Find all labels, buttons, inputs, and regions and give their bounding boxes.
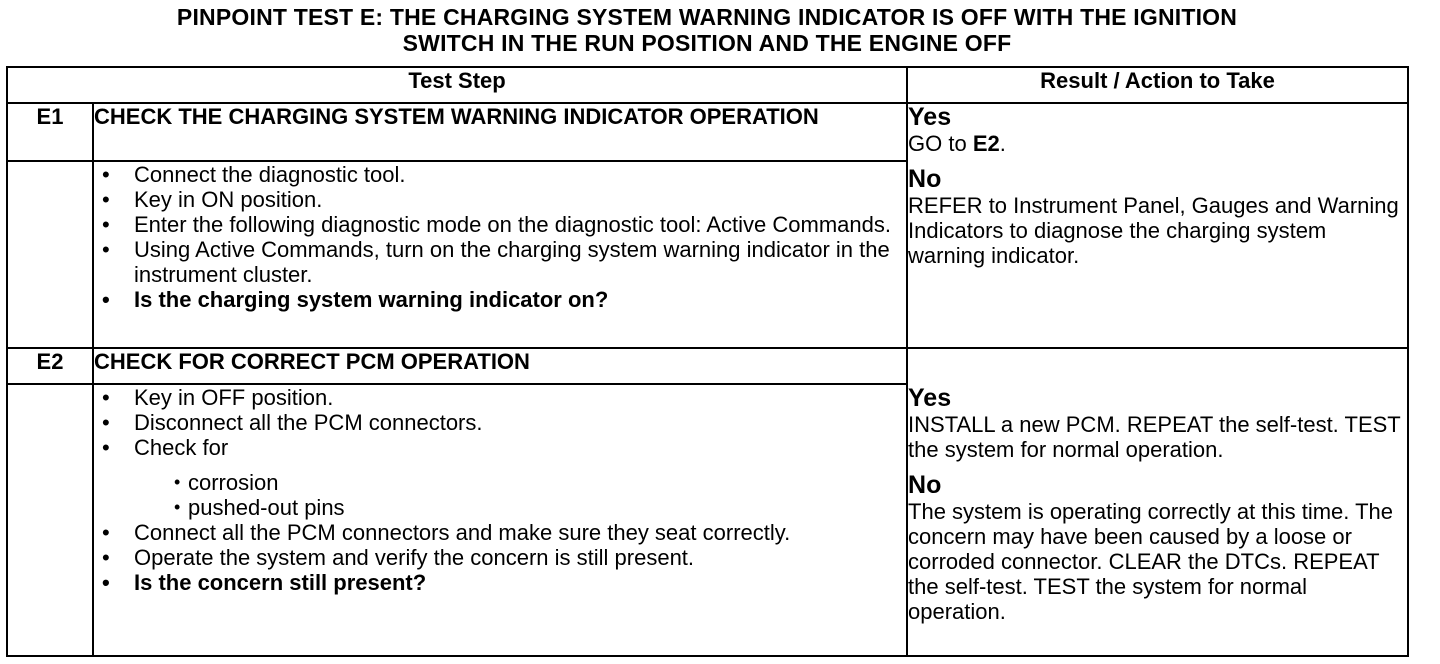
step-e2-id: E2 — [7, 348, 93, 384]
list-item: • Connect the diagnostic tool. — [102, 162, 406, 187]
step-e1-result — [907, 103, 1408, 348]
step-e2-heading-row — [7, 348, 1408, 384]
result-header: Result / Action to Take — [907, 67, 1408, 103]
title-line-1: PINPOINT TEST E: THE CHARGING SYSTEM WARNING INDICATOR IS OFF WITH THE IGNITION — [176, 4, 1238, 30]
step-e1-id: E1 — [7, 103, 93, 161]
step-e1-instructions — [93, 161, 907, 348]
pinpoint-test-table — [6, 66, 1409, 657]
list-item-question: • Is the charging system warning indicator on? — [102, 287, 609, 312]
list-item: • Check for • corrosion • pushed-out pins — [94, 435, 906, 520]
e2-no-text: The system is operating correctly at this time. The concern may have been caused by a loose or corroded connector. CLEAR the DTCs. REPEAT the self-test. TEST the system for normal operation. — [908, 499, 1394, 624]
sub-list-item: • corrosion — [174, 470, 279, 495]
e1-yes-label: Yes — [908, 103, 952, 131]
e1-no-text: REFER to Instrument Panel, Gauges and Warning Indicators to diagnose the charging system warning indicator. — [908, 193, 1399, 268]
list-item-question: • Is the concern still present? — [102, 570, 427, 595]
step-e2-result — [907, 348, 1408, 656]
test-step-header: Test Step — [7, 67, 907, 103]
title-line-2: SWITCH IN THE RUN POSITION AND THE ENGINE OFF — [402, 30, 1012, 56]
step-e2-instructions — [93, 384, 907, 656]
list-item: • Enter the following diagnostic mode on the diagnostic tool: Active Commands. — [102, 212, 891, 237]
step-e2-heading: CHECK FOR CORRECT PCM OPERATION — [93, 348, 907, 384]
step-e1-heading-row — [7, 103, 1408, 161]
e2-yes-label: Yes — [908, 384, 952, 412]
sub-list-item: • pushed-out pins — [174, 495, 345, 520]
list-item: • Key in ON position. — [102, 187, 323, 212]
list-item: • Operate the system and verify the concern is still present. — [102, 545, 695, 570]
list-item: • Key in OFF position. — [102, 385, 334, 410]
list-item: • Disconnect all the PCM connectors. — [102, 410, 483, 435]
e2-yes-text: INSTALL a new PCM. REPEAT the self-test. TEST the system for normal operation. — [908, 412, 1401, 462]
step-e1-heading: CHECK THE CHARGING SYSTEM WARNING INDICATOR OPERATION — [93, 103, 907, 161]
e2-no-label: No — [908, 471, 942, 499]
list-item: • Connect all the PCM connectors and make sure they seat correctly. — [102, 520, 791, 545]
e1-no-label: No — [908, 165, 942, 193]
pinpoint-test-title — [0, 4, 1414, 56]
list-item: • Using Active Commands, turn on the charging system warning indicator in the instrument cluster. — [102, 237, 890, 287]
table-header-row — [7, 67, 1408, 103]
e1-yes-text: GO to E2. — [908, 131, 1006, 156]
